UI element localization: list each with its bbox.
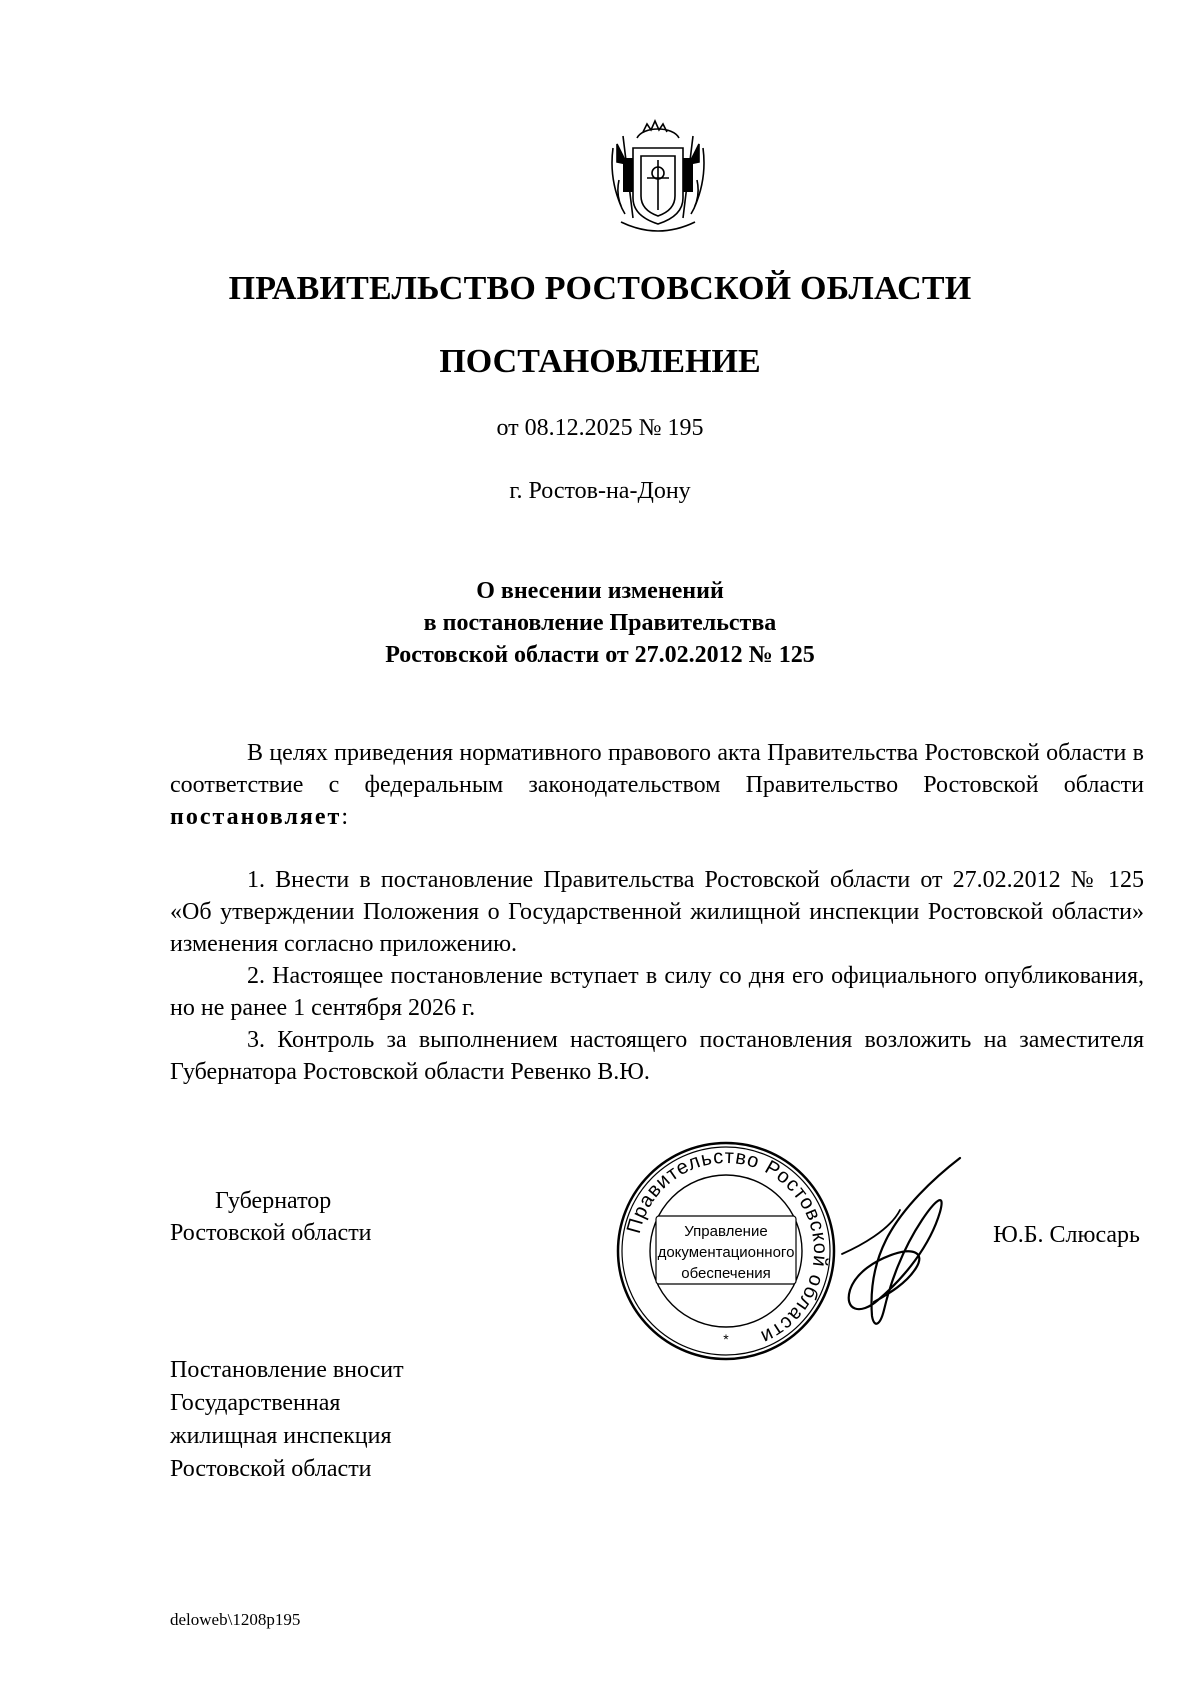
- organization-title: ПРАВИТЕЛЬСТВО РОСТОВСКОЙ ОБЛАСТИ: [228, 270, 972, 307]
- stamp-inner-line: Управление: [684, 1223, 768, 1240]
- resolve-verb: постановляет: [170, 804, 342, 830]
- signer-position: [170, 1185, 372, 1249]
- preamble-paragraph: [170, 737, 1144, 833]
- document-subject: [0, 575, 1200, 671]
- document-city: г. Ростов-на-Дону: [509, 478, 691, 504]
- official-stamp: [614, 1140, 838, 1362]
- preamble-text: В целях приведения нормативного правового акта Правительства Ростовской области в соответствие с федеральным законодательством Правительство Ростовской области: [170, 740, 1144, 798]
- stamp-inner-line: документационного: [657, 1244, 795, 1261]
- submitter-line: Ростовской области: [170, 1456, 372, 1482]
- subject-line: в постановление Правительства: [423, 610, 777, 636]
- resolution-items: [170, 864, 1144, 1088]
- submitter-line: Государственная: [170, 1390, 341, 1416]
- svg-text:*: *: [723, 1331, 729, 1347]
- handwritten-signature: [830, 1150, 980, 1340]
- submitter-line: жилищная инспекция: [170, 1423, 392, 1449]
- footer-document-code: deloweb\1208p195: [170, 1610, 301, 1629]
- subject-line: О внесении изменений: [476, 578, 724, 604]
- stamp-inner-line: обеспечения: [681, 1265, 771, 1282]
- submitter-line: Постановление вносит: [170, 1357, 404, 1383]
- coat-of-arms-emblem: [603, 118, 713, 236]
- subject-line: Ростовской области от 27.02.2012 № 125: [385, 642, 815, 668]
- resolution-item: 3. Контроль за выполнением настоящего постановления возложить на заместителя Губернатора Ростовской области Ревенко В.Ю.: [170, 1027, 1144, 1085]
- submitter-block: [170, 1354, 404, 1486]
- document-type-heading: ПОСТАНОВЛЕНИЕ: [439, 343, 761, 380]
- signer-title-line: Губернатор: [215, 1188, 332, 1214]
- resolution-item: 2. Настоящее постановление вступает в силу со дня его официального опубликования, но не ранее 1 сентября 2026 г.: [170, 963, 1144, 1021]
- preamble-colon: :: [341, 804, 348, 830]
- document-date-number: от 08.12.2025 № 195: [496, 415, 704, 441]
- signer-title-line: Ростовской области: [170, 1220, 372, 1246]
- signer-name: Ю.Б. Слюсарь: [993, 1222, 1140, 1248]
- stamp-ring-text: Правительство Ростовской области: [622, 1145, 832, 1349]
- resolution-item: 1. Внести в постановление Правительства Ростовской области от 27.02.2012 № 125 «Об утверждении Положения о Государственной жилищной инспекции Ростовской области» изменения согласно приложению.: [170, 867, 1144, 957]
